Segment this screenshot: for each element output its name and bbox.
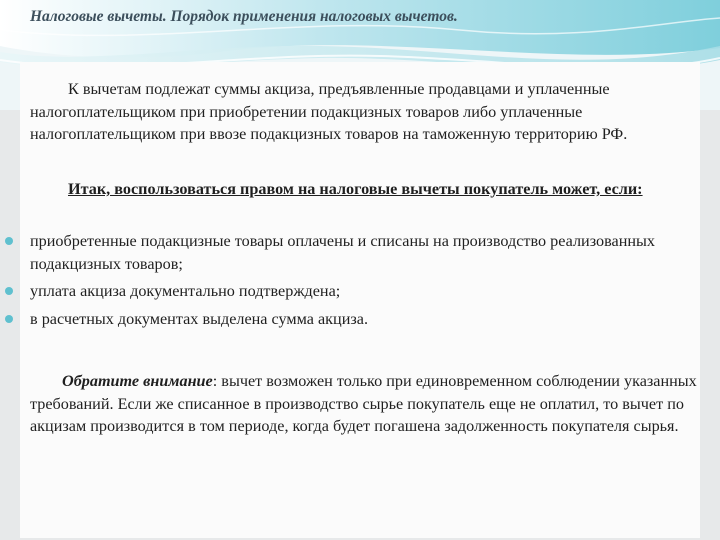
- bullet-dot-icon: [5, 237, 13, 245]
- conditions-lead: Итак, воспользоваться правом на налоговые вычеты покупатель может, если:: [68, 180, 643, 198]
- conditions-list: [0, 230, 700, 335]
- list-item-text: уплата акциза документально подтверждена;: [30, 282, 341, 300]
- bullet-dot-icon: [5, 287, 13, 295]
- intro-paragraph: К вычетам подлежат суммы акциза, предъявленные продавцами и уплаченные налогоплательщиком при приобретении подакцизных товаров либо уплаченные налогоплательщиком при ввозе подакцизных товаров на таможенную территорию РФ.: [30, 80, 628, 143]
- note-label: Обратите внимание: [62, 372, 213, 390]
- list-item: [0, 308, 690, 331]
- list-item-text: в расчетных документах выделена сумма акциза.: [30, 309, 369, 328]
- list-item: [0, 230, 690, 275]
- list-item: [0, 280, 690, 303]
- note-text: : вычет возможен только при единовременном соблюдении указанных требований. Если же списанное в производство сырье покупатель еще не оплатил, то вычет по акцизам производится в том периоде, когда будет погашена задолженность покупателя сырья.: [30, 372, 697, 435]
- note-paragraph: [30, 370, 700, 438]
- list-item-text: приобретенные подакцизные товары оплачены и списаны на производство реализованных подакцизных товаров;: [30, 232, 656, 273]
- slide-title: Налоговые вычеты. Порядок применения налоговых вычетов.: [30, 8, 458, 25]
- bullet-dot-icon: [5, 315, 13, 323]
